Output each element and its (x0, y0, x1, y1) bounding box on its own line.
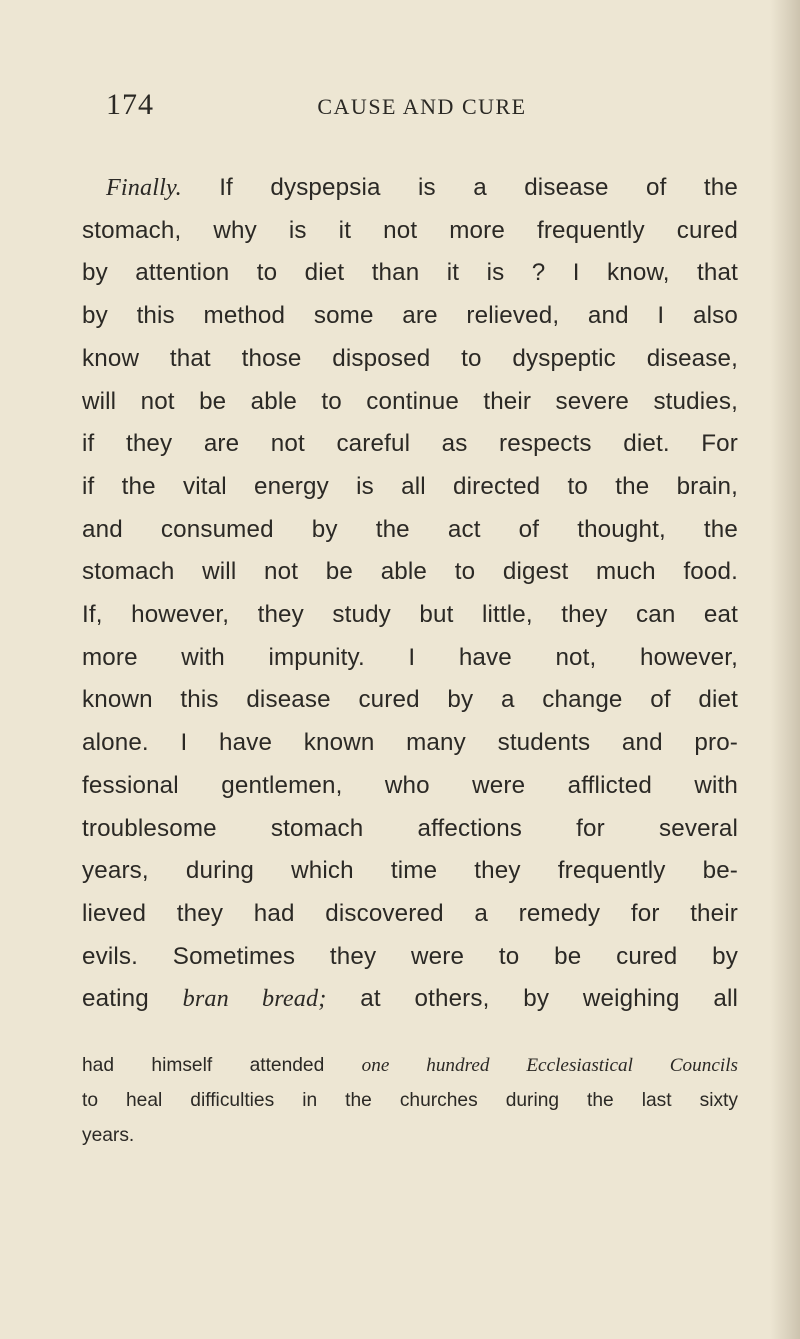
footnote (82, 1048, 738, 1153)
text-line: years, during which time they frequently be- (82, 857, 738, 885)
text-line: stomach, why is it not more frequently cured (82, 216, 738, 244)
text-segment: at others, by weighing all (326, 985, 738, 1013)
running-head: CAUSE AND CURE (317, 94, 527, 119)
text-line: if they are not careful as respects diet. For (82, 430, 738, 458)
italic-phrase: one hundred Ecclesiastical Councils (361, 1055, 738, 1076)
text-line (82, 167, 738, 210)
text-line: known this disease cured by a change of diet (82, 686, 738, 714)
italic-phrase: bran bread; (182, 985, 327, 1013)
footnote-line (82, 1048, 738, 1083)
page-number: 174 (106, 88, 154, 121)
text-line: lieved they had discovered a remedy for their (82, 899, 738, 927)
text-line: evils. Sometimes they were to be cured by (82, 942, 738, 970)
text-line: if the vital energy is all directed to the brain, (82, 472, 738, 500)
text-line: If, however, they study but little, they can eat (82, 601, 738, 629)
text-line: troublesome stomach affections for several (82, 814, 738, 842)
text-line: will not be able to continue their severe studies, (82, 387, 738, 415)
text-line-rest: If dyspepsia is a disease of the (181, 174, 738, 201)
text-line: and consumed by the act of thought, the (82, 515, 738, 543)
text-line: by this method some are relieved, and I also (82, 302, 738, 330)
text-line (82, 978, 738, 1021)
page-header (106, 88, 738, 128)
footnote-line: to heal difficulties in the churches during the last sixty (82, 1090, 738, 1111)
text-line: fessional gentlemen, who were afflicted with (82, 771, 738, 799)
text-line: more with impunity. I have not, however, (82, 643, 738, 671)
body-paragraph (82, 167, 738, 1021)
text-line: alone. I have known many students and pro- (82, 729, 738, 757)
text-segment: eating (82, 985, 183, 1013)
text-segment: had himself attended (82, 1055, 362, 1076)
footnote-line: years. (82, 1125, 135, 1146)
lead-italic: Finally. (106, 174, 182, 201)
text-line: by attention to diet than it is ? I know, that (82, 259, 738, 287)
text-line: stomach will not be able to digest much food. (82, 558, 738, 586)
text-line: know that those disposed to dyspeptic disease, (82, 344, 738, 372)
